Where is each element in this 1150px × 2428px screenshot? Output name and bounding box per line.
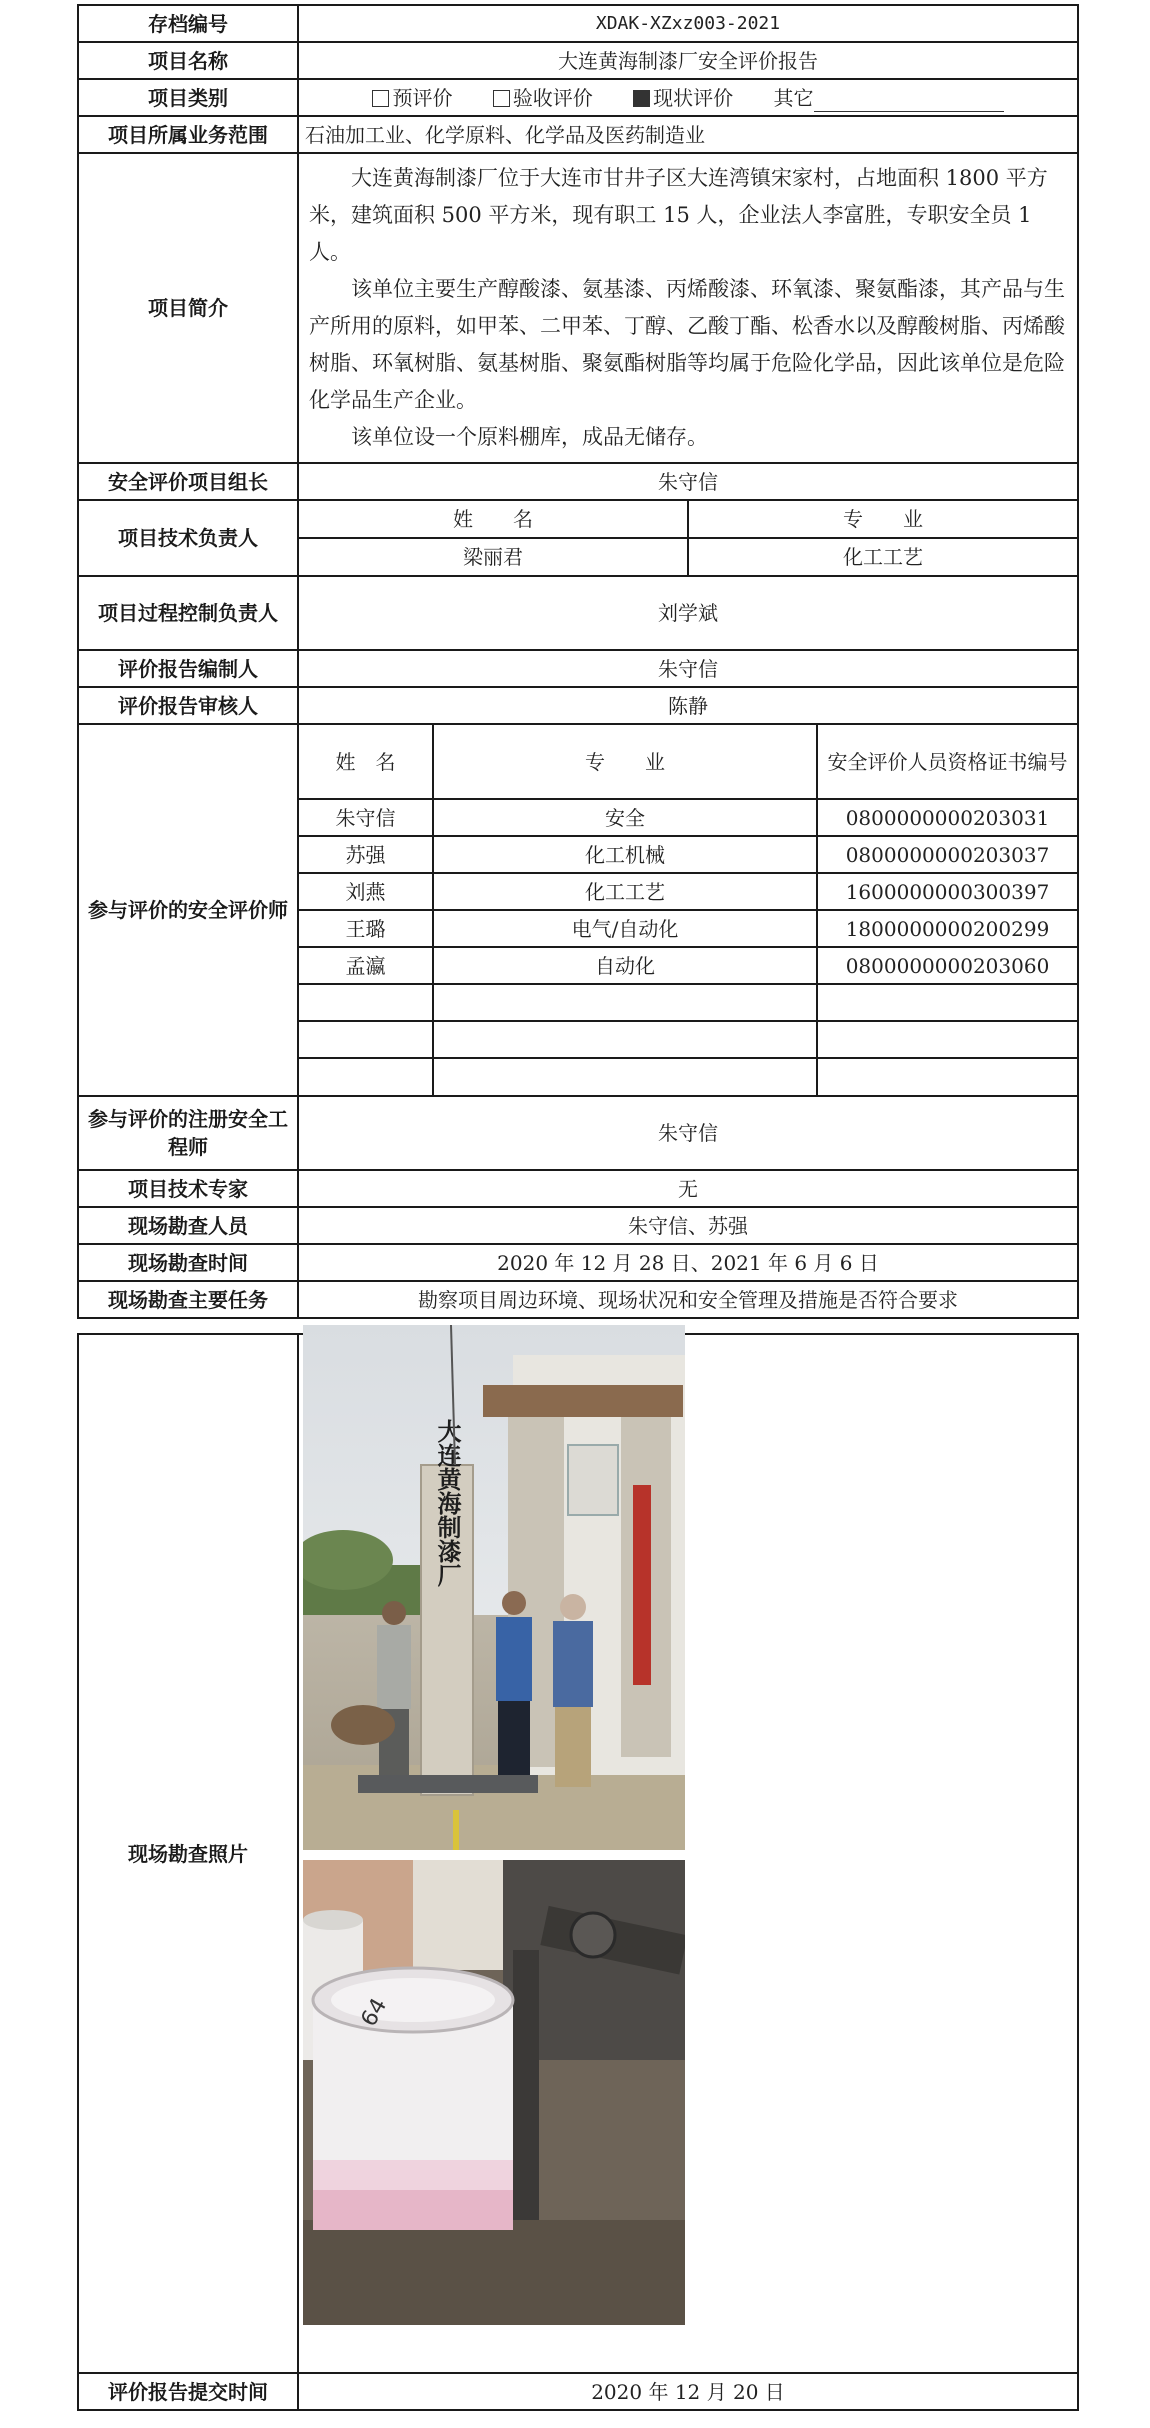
table-row bbox=[299, 910, 1077, 947]
tech-expert-label: 项目技术专家 bbox=[78, 1170, 298, 1207]
option-acceptance-evaluation[interactable] bbox=[493, 86, 593, 110]
archive-value: XDAK-XZxz003-2021 bbox=[298, 5, 1078, 42]
evaluator-name bbox=[299, 984, 433, 1021]
submit-time-value: 2020 年 12 月 20 日 bbox=[298, 2373, 1078, 2410]
site-photos-label: 现场勘查照片 bbox=[78, 1334, 298, 2373]
option-status-evaluation[interactable] bbox=[633, 86, 733, 110]
tech-lead-table bbox=[299, 501, 1077, 575]
evaluator-name: 苏强 bbox=[299, 836, 433, 873]
row-site-task bbox=[78, 1281, 1078, 1318]
intro-paragraph: 该单位设一个原料棚库，成品无储存。 bbox=[351, 425, 708, 449]
evaluator-name: 孟瀛 bbox=[299, 947, 433, 984]
evaluator-major: 自动化 bbox=[433, 947, 817, 984]
row-site-time bbox=[78, 1244, 1078, 1281]
evaluator-major bbox=[433, 1058, 817, 1095]
evaluators-table bbox=[299, 725, 1077, 1095]
evaluator-cert: 1800000000200299 bbox=[817, 910, 1077, 947]
option-other[interactable] bbox=[774, 86, 1004, 110]
project-name-label: 项目名称 bbox=[78, 42, 298, 79]
row-business-scope bbox=[78, 116, 1078, 153]
option-label: 预评价 bbox=[392, 85, 453, 110]
row-report-author bbox=[78, 650, 1078, 687]
evaluator-name: 朱守信 bbox=[299, 799, 433, 836]
team-leader-label: 安全评价项目组长 bbox=[78, 463, 298, 500]
business-scope-value: 石油加工业、化学原料、化学品及医药制造业 bbox=[298, 116, 1078, 153]
evaluator-name: 刘燕 bbox=[299, 873, 433, 910]
intro-paragraph: 大连黄海制漆厂位于大连市甘井子区大连湾镇宋家村，占地面积 1800 平方米，建筑面积 500 平方米，现有职工 15 人，企业法人李富胜，专职安全员 1 人。 bbox=[309, 166, 1048, 264]
report-author-label: 评价报告编制人 bbox=[78, 650, 298, 687]
evaluator-major: 化工机械 bbox=[433, 836, 817, 873]
evaluator-major: 安全 bbox=[433, 799, 817, 836]
evaluators-header-row bbox=[299, 725, 1077, 799]
intro-text bbox=[298, 153, 1078, 463]
evaluator-cert bbox=[817, 1021, 1077, 1058]
row-evaluators bbox=[78, 724, 1078, 1096]
evaluator-cert: 1600000000300397 bbox=[817, 873, 1077, 910]
row-project-name bbox=[78, 42, 1078, 79]
evaluators-label: 参与评价的安全评价师 bbox=[78, 724, 298, 1096]
table-row bbox=[299, 947, 1077, 984]
intro-label: 项目简介 bbox=[78, 153, 298, 463]
evaluator-major: 电气/自动化 bbox=[433, 910, 817, 947]
tech-expert-value: 无 bbox=[298, 1170, 1078, 1207]
evaluator-name: 王璐 bbox=[299, 910, 433, 947]
tech-lead-name-header: 姓 名 bbox=[299, 501, 688, 538]
site-staff-label: 现场勘查人员 bbox=[78, 1207, 298, 1244]
site-task-value: 勘察项目周边环境、现场状况和安全管理及措施是否符合要求 bbox=[298, 1281, 1078, 1318]
table-row bbox=[299, 873, 1077, 910]
evaluators-cert-header: 安全评价人员资格证书编号 bbox=[817, 725, 1077, 799]
intro-paragraph: 该单位主要生产醇酸漆、氨基漆、丙烯酸漆、环氧漆、聚氨酯漆，其产品与生产所用的原料，如甲苯、二甲苯、丁醇、乙酸丁酯、松香水以及醇酸树脂、丙烯酸树脂、环氧树脂、氨基树脂、聚氨酯树脂等均属于危险化学品，因此该单位是危险化学品生产企业。 bbox=[309, 277, 1065, 412]
evaluator-cert bbox=[817, 1058, 1077, 1095]
tech-lead-label: 项目技术负责人 bbox=[78, 500, 298, 576]
evaluator-major: 化工工艺 bbox=[433, 873, 817, 910]
row-project-type bbox=[78, 79, 1078, 116]
project-name-value: 大连黄海制漆厂安全评价报告 bbox=[298, 42, 1078, 79]
option-other-label: 其它 bbox=[773, 85, 814, 110]
site-task-label: 现场勘查主要任务 bbox=[78, 1281, 298, 1318]
row-team-leader bbox=[78, 463, 1078, 500]
checkbox-icon bbox=[493, 90, 510, 107]
business-scope-label: 项目所属业务范围 bbox=[78, 116, 298, 153]
row-submit-time bbox=[78, 2373, 1078, 2410]
report-reviewer-label: 评价报告审核人 bbox=[78, 687, 298, 724]
evaluator-cert: 0800000000203060 bbox=[817, 947, 1077, 984]
checkbox-checked-icon bbox=[633, 90, 650, 107]
evaluator-name bbox=[299, 1021, 433, 1058]
other-blank-line bbox=[814, 89, 1004, 112]
report-author-value: 朱守信 bbox=[298, 650, 1078, 687]
site-staff-value: 朱守信、苏强 bbox=[298, 1207, 1078, 1244]
row-tech-lead bbox=[78, 500, 1078, 576]
submit-time-label: 评价报告提交时间 bbox=[78, 2373, 298, 2410]
evaluator-cert: 0800000000203031 bbox=[817, 799, 1077, 836]
evaluator-major bbox=[433, 984, 817, 1021]
table-row bbox=[299, 836, 1077, 873]
row-registered-engineer bbox=[78, 1096, 1078, 1170]
table-row bbox=[299, 984, 1077, 1021]
process-control-value: 刘学斌 bbox=[298, 576, 1078, 650]
site-time-label: 现场勘查时间 bbox=[78, 1244, 298, 1281]
registered-engineer-label: 参与评价的注册安全工程师 bbox=[78, 1096, 298, 1170]
evaluator-cert: 0800000000203037 bbox=[817, 836, 1077, 873]
archive-label: 存档编号 bbox=[78, 5, 298, 42]
table-row bbox=[299, 1021, 1077, 1058]
site-time-value: 2020 年 12 月 28 日、2021 年 6 月 6 日 bbox=[298, 1244, 1078, 1281]
table-row bbox=[299, 799, 1077, 836]
table-row bbox=[299, 1058, 1077, 1095]
option-pre-evaluation[interactable] bbox=[372, 86, 452, 110]
report-reviewer-value: 陈静 bbox=[298, 687, 1078, 724]
tech-lead-major: 化工工艺 bbox=[688, 538, 1077, 575]
project-type-options bbox=[298, 79, 1078, 116]
row-report-reviewer bbox=[78, 687, 1078, 724]
row-intro bbox=[78, 153, 1078, 463]
row-process-control bbox=[78, 576, 1078, 650]
evaluator-name bbox=[299, 1058, 433, 1095]
row-site-staff bbox=[78, 1207, 1078, 1244]
option-label: 验收评价 bbox=[512, 85, 593, 110]
tech-lead-name: 梁丽君 bbox=[299, 538, 688, 575]
gate-sign-text: 大连黄海制漆厂 bbox=[433, 1419, 461, 1587]
project-type-label: 项目类别 bbox=[78, 79, 298, 116]
process-control-label: 项目过程控制负责人 bbox=[78, 576, 298, 650]
evaluators-major-header: 专 业 bbox=[433, 725, 817, 799]
option-label: 现状评价 bbox=[653, 85, 734, 110]
checkbox-icon bbox=[372, 90, 389, 107]
evaluator-cert bbox=[817, 984, 1077, 1021]
row-archive bbox=[78, 5, 1078, 42]
team-leader-value: 朱守信 bbox=[298, 463, 1078, 500]
evaluators-name-header: 姓 名 bbox=[299, 725, 433, 799]
evaluator-major bbox=[433, 1021, 817, 1058]
registered-engineer-value: 朱守信 bbox=[298, 1096, 1078, 1170]
paint-barrel-photo bbox=[303, 1860, 685, 2325]
tech-lead-major-header: 专 业 bbox=[688, 501, 1077, 538]
row-tech-expert bbox=[78, 1170, 1078, 1207]
barrel-marking-text: 64 bbox=[356, 1994, 393, 2031]
site-entrance-photo bbox=[303, 1325, 685, 1850]
